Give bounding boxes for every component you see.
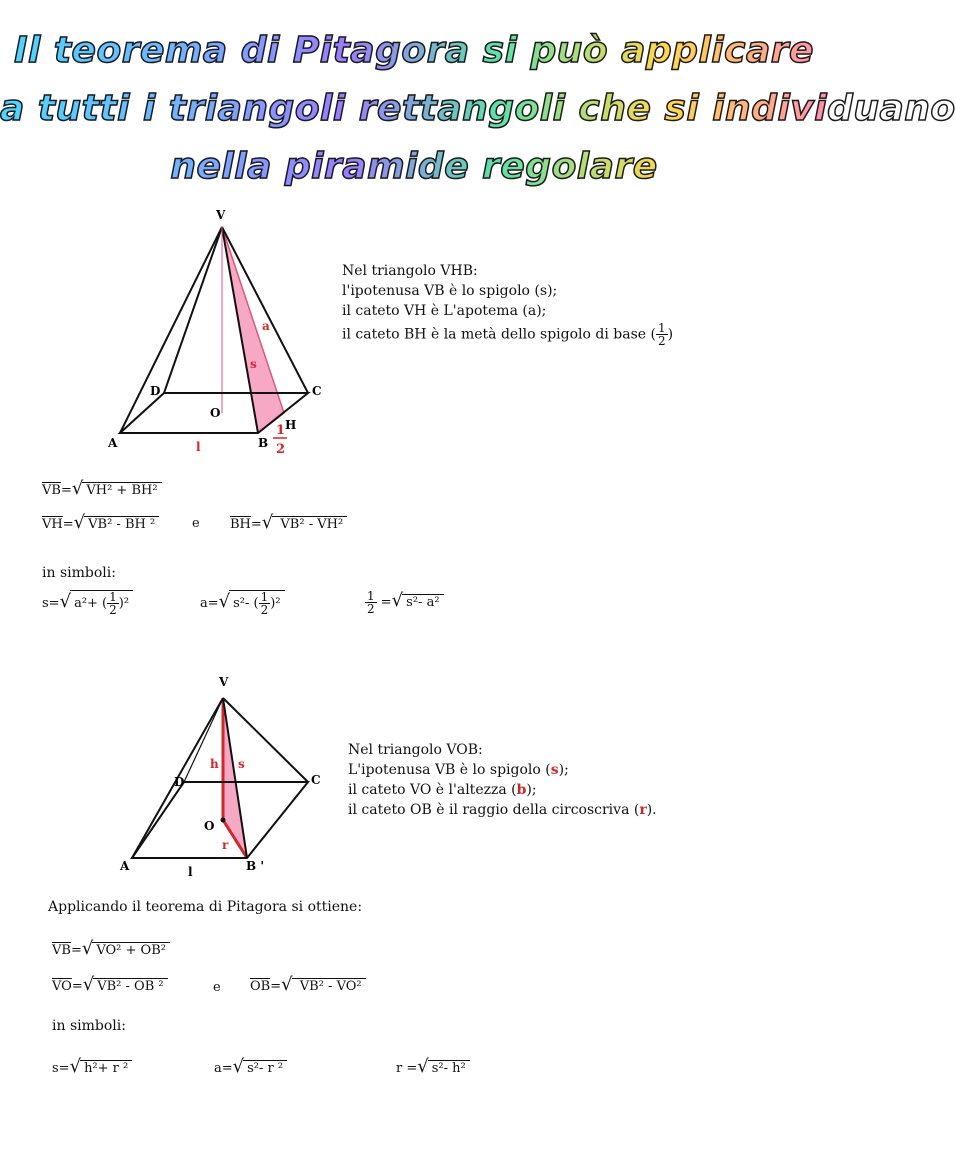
formula-bh: $\overline{BH}=√$ $VB^2 - \overline{VH}^2$ xyxy=(230,512,347,533)
symbol2-a: a=√ s²- r ² xyxy=(214,1056,287,1077)
title-line-2: a tutti i triangoli rettangoli che si individuano xyxy=(0,88,956,129)
symbol2-s: s=√ h²+ r ² xyxy=(52,1056,132,1077)
label-r: r xyxy=(222,838,229,852)
section2-heading: Nel triangolo VOB: xyxy=(348,742,483,758)
label-D: D xyxy=(174,775,185,789)
formula-vb: $\overline{VB}=√$ $VH^2 + \overline{BH}^2$ xyxy=(42,478,162,499)
section2-line2: il cateto VO è l'altezza (b); xyxy=(348,782,537,798)
label-l: l xyxy=(188,865,193,879)
label-C: C xyxy=(311,773,321,787)
label-s: s xyxy=(250,357,257,371)
label-a: a xyxy=(262,319,270,333)
section1-heading: Nel triangolo VHB: xyxy=(342,263,478,279)
symbol-a: a=√ s²- ( $\frac{1}{2}$ )² xyxy=(200,590,285,616)
formula2-vo: $\overline{VO}=√$ $VB^2 - \overline{OB}$ ² xyxy=(52,974,168,995)
formula2-e: e xyxy=(213,980,221,995)
symbol-half: $\frac{1}{2}$ =√ s²- a² xyxy=(365,590,444,615)
formula2-ob: $\overline{OB}=√$ $VB^2 - \overline{VO}^2$ xyxy=(250,974,366,995)
section2-line3: il cateto OB è il raggio della circoscriva (r). xyxy=(348,802,657,818)
symbol-s: s=√ a²+ ( $\frac{1}{2}$ )² xyxy=(42,590,133,616)
label-A: A xyxy=(120,859,130,873)
label-H: H xyxy=(285,418,297,432)
label-B: B xyxy=(258,436,269,450)
section1-line2: il cateto VH è L'apotema (a); xyxy=(342,303,547,319)
title-line-3: nella piramide regolare xyxy=(0,146,828,187)
symbol2-r: r =√ s²- h² xyxy=(396,1056,470,1077)
label-h: h xyxy=(210,757,219,771)
formula2-vb: $\overline{VB}=√$ $VO^2 + \overline{OB}^2$ xyxy=(52,938,170,959)
label-B: B ' xyxy=(246,859,264,873)
pyramid-figure-1 xyxy=(100,205,330,465)
in-simboli-2: in simboli: xyxy=(52,1018,126,1034)
label-half-num: 1 xyxy=(276,423,286,438)
formula-e-1: e xyxy=(192,516,200,531)
label-O: O xyxy=(204,819,215,833)
section1-line1: l'ipotenusa VB è lo spigolo (s); xyxy=(342,283,558,299)
label-A: A xyxy=(108,436,118,450)
formula-vh: $\overline{VH}=√$ $VB^2 - \overline{BH}$ ² xyxy=(42,512,159,533)
section1-line3: il cateto BH è la metà dello spigolo di base ( $\frac{1}{2}$ ) xyxy=(342,321,674,348)
section2-line1: L'ipotenusa VB è lo spigolo (s); xyxy=(348,762,569,778)
in-simboli-1: in simboli: xyxy=(42,565,116,581)
title-line-1: Il teorema di Pitagora si può applicare xyxy=(0,30,828,71)
label-D: D xyxy=(150,384,161,398)
label-V: V xyxy=(216,208,226,222)
label-V: V xyxy=(219,675,229,689)
label-s: s xyxy=(238,757,245,771)
label-l: l xyxy=(196,440,201,454)
applicando-text: Applicando il teorema di Pitagora si ottiene: xyxy=(48,899,363,915)
label-C: C xyxy=(312,384,322,398)
label-O: O xyxy=(210,406,221,420)
label-half-den: 2 xyxy=(276,442,286,457)
pyramid-figure-2 xyxy=(110,670,340,885)
